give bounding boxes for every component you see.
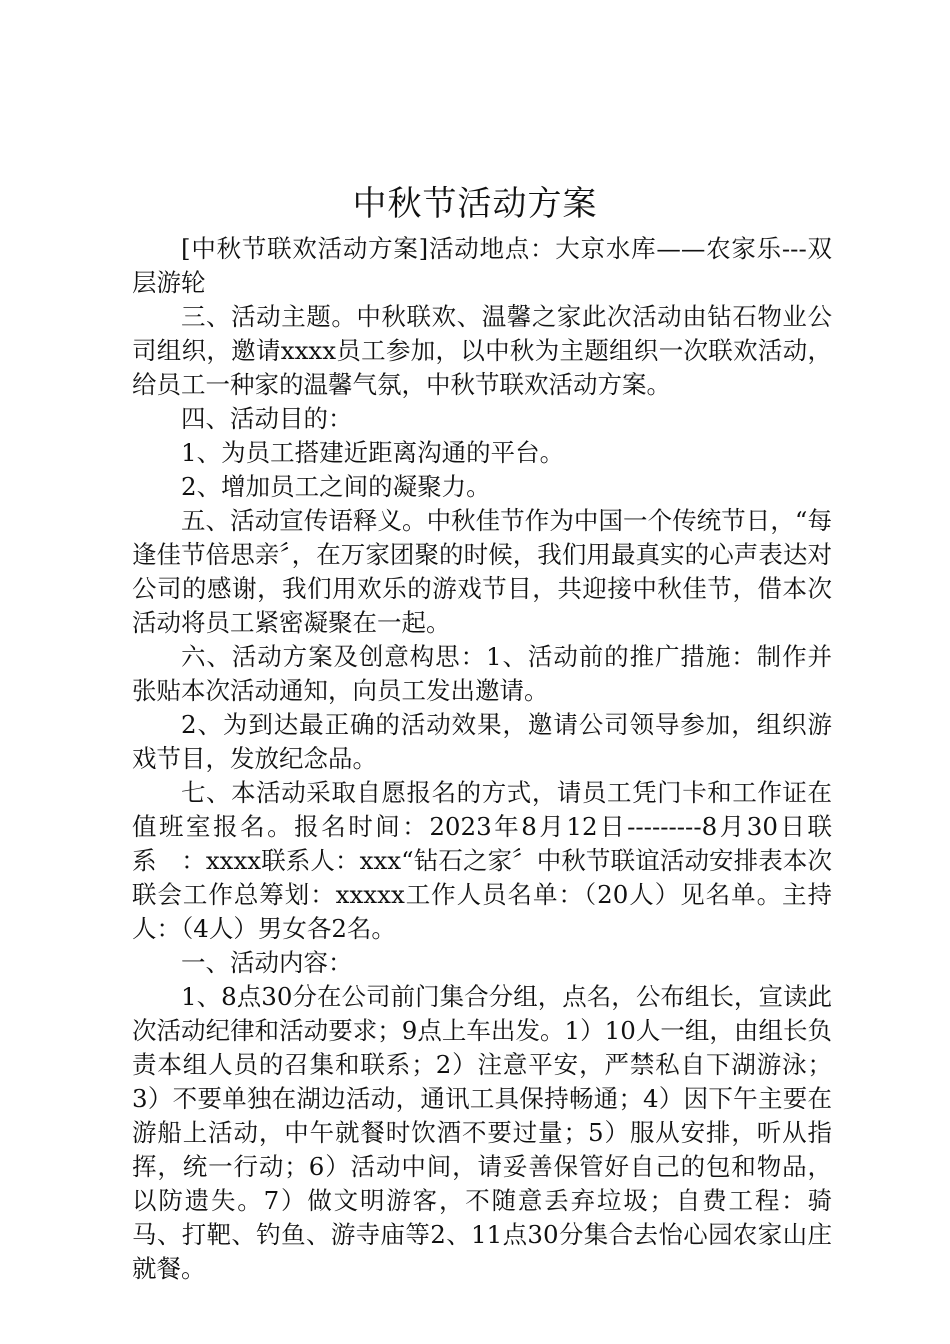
- paragraph-content-heading: 一、活动内容：: [181, 948, 353, 977]
- paragraph-plan: 六、活动方案及创意构思：1、活动前的推广措施：制作并张贴本次活动通知，向员工发出邀请。: [132, 642, 832, 705]
- paragraph-purpose-1: 1、为员工搭建近距离沟通的平台。: [181, 438, 565, 467]
- paragraph-content-1: 1、8点30分在公司前门集合分组，点名，公布组长，宣读此次活动纪律和活动要求；9点上车出发。1）10人一组，由组长负责本组人员的召集和联系；2）注意平安，严禁私自下湖游泳；3）不要单独在湖边活动，通讯工具保持畅通；4）因下午主要在游船上活动，中午就餐时饮酒不要过量；5）服从安排，听从指挥，统一行动；6）活动中间，请妥善保管好自己的包和物品，以防遗失。7）做文明游客，不随意丢弃垃圾；自费工程：骑马、打靶、钓鱼、游寺庙等2、11点30分集合去怡心园农家山庄就餐。: [132, 982, 832, 1283]
- paragraph-registration: 七、本活动采取自愿报名的方式，请员工凭门卡和工作证在值班室报名。报名时间：2023年8月12日---------8月30日联系 ：xxxx联系人：xxx“钻石之家〞中秋节联谊活动安排表本次联会工作总筹划：xxxxx工作人员名单：（20人）见名单。主持人：（4人）男女各2名。: [132, 778, 832, 943]
- paragraph-slogan: 五、活动宣传语释义。中秋佳节作为中国一个传统节日，“每逢佳节倍思亲〞，在万家团聚的时候，我们用最真实的心声表达对公司的感谢，我们用欢乐的游戏节目，共迎接中秋佳节，借本次活动将员工紧密凝聚在一起。: [132, 506, 832, 637]
- document-body: [132, 232, 832, 1286]
- paragraph-location: [中秋节联欢活动方案]活动地点：大京水库——农家乐---双层游轮: [132, 234, 832, 297]
- paragraph-plan-2: 2、为到达最正确的活动效果，邀请公司领导参加，组织游戏节目，发放纪念品。: [132, 710, 832, 773]
- paragraph-theme: 三、活动主题。中秋联欢、温馨之家此次活动由钻石物业公司组织，邀请xxxx员工参加，以中秋为主题组织一次联欢活动，给员工一种家的温馨气氛，中秋节联欢活动方案。: [132, 302, 832, 399]
- paragraph-purpose-heading: 四、活动目的：: [181, 404, 353, 433]
- document-title: 中秋节活动方案: [352, 184, 598, 224]
- paragraph-purpose-2: 2、增加员工之间的凝聚力。: [181, 472, 491, 501]
